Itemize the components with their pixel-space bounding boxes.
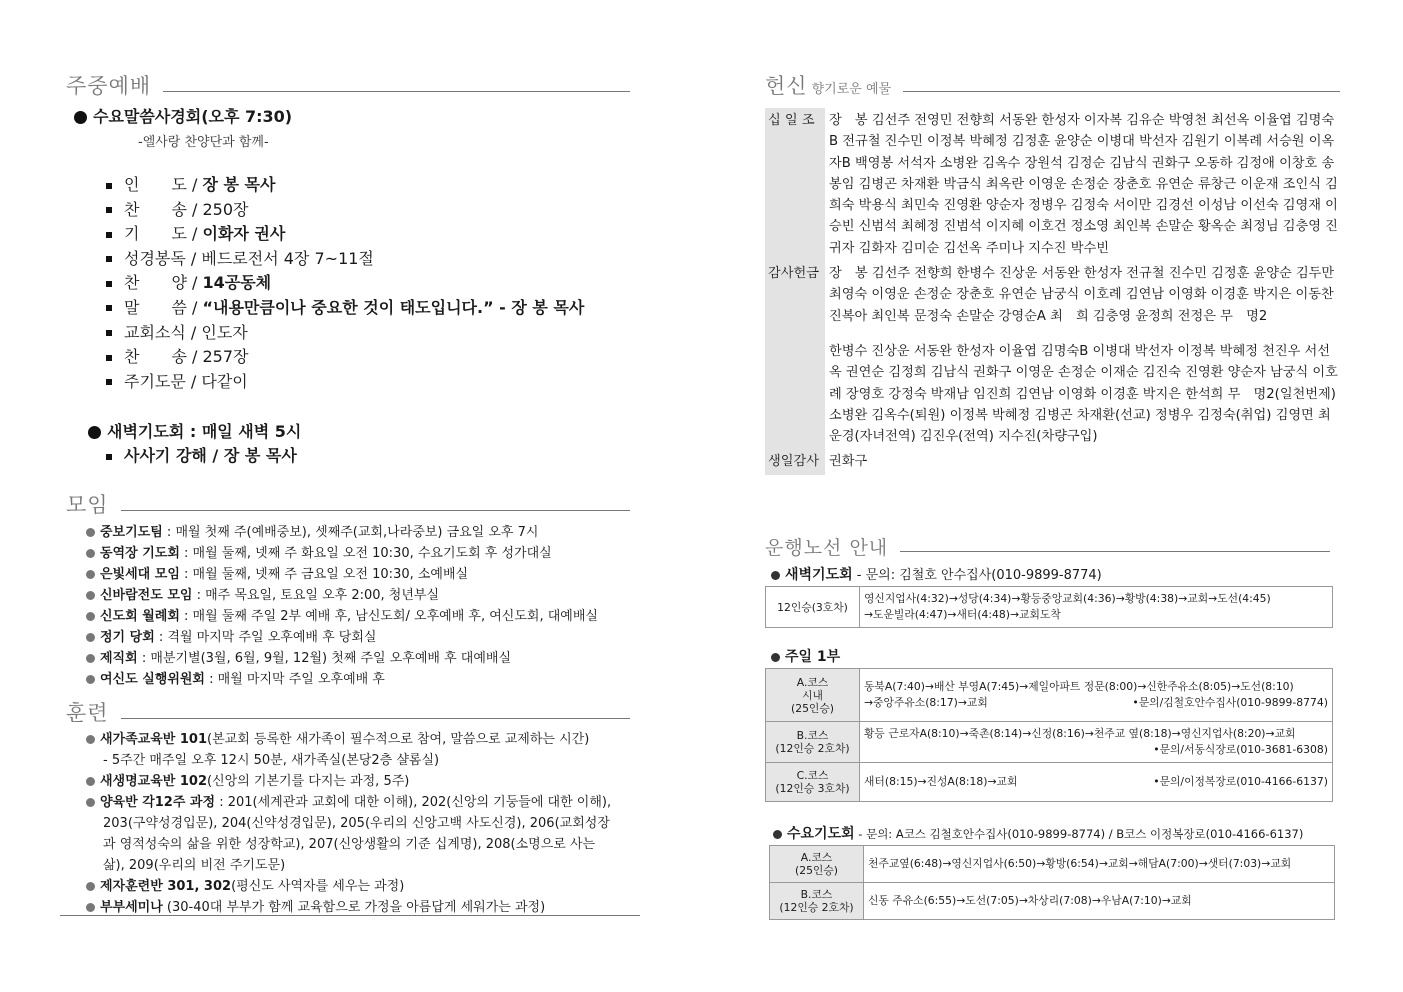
list-item [86,585,598,606]
bullet-icon [86,735,95,744]
square-bullet-icon [106,256,112,262]
order-label: 교회소식 [124,322,186,342]
route-line: 천주교옆(6:48)→영신지업사(6:50)→황방(6:54)→교회→해담A(7:00)→샛터(7:03)→교회 [868,857,1292,870]
item-desc: : 매월 둘째 주일 2부 예배 후, 남신도회/ 오후예배 후, 여신도회, 대예배실 [179,609,598,624]
square-bullet-icon [106,355,112,361]
item-desc: : 격월 마지막 주일 오후예배 후 당회실 [154,630,377,645]
bullet-icon [86,654,95,663]
bullet-icon [86,549,95,558]
item-name: 신바람전도 모임 [100,588,193,603]
worship-section-header [66,70,630,100]
bullet-icon [86,570,95,579]
square-bullet-icon [106,183,112,189]
offering-names: 권화구 [829,454,868,470]
bullet-icon [86,675,95,684]
wednesday-route-heading [773,823,1303,843]
item-name: 신도회 월례회 [100,609,180,624]
order-item: 찬 양 / 14공동체 [106,271,584,296]
route-contact: - 문의: 김철호 안수집사(010-9899-8774) [852,568,1102,583]
item-desc: : 매주 목요일, 토요일 오후 2:00, 청년부실 [192,588,440,603]
item-name: 중보기도팀 [100,525,163,540]
dawn-item: 사사기 강해 / 장 봉 목사 [124,446,297,465]
meetings-list [86,522,598,690]
route-line: 영신지업사(4:32)→성당(4:34)→황등중앙교회(4:36)→황방(4:38)→교회→도선(4:45) [864,592,1271,605]
order-value: 인도자 [201,322,248,342]
sunday-route-heading [771,646,840,666]
route-vehicle-line: C.코스 [796,769,829,782]
offering-category: 십 일 조 [765,108,825,261]
route-vehicle [766,722,860,763]
bullet-icon [771,571,780,580]
order-value: 14공동체 [202,273,272,293]
order-item: 말 씀 / “내용만큼이나 중요한 것이 태도입니다.” - 장 봉 목사 [106,296,584,321]
dawn-route-table [765,586,1333,628]
list-item [86,564,598,585]
divider [900,551,1330,552]
order-label: 말 씀 [124,297,187,317]
order-value: 250장 [202,199,249,219]
square-bullet-icon [106,454,112,460]
route-vehicle-line: B.코스 [800,888,833,901]
dawn-route-heading [771,564,1102,584]
route-line: 새터(8:15)→진성A(8:18)→교회 [864,775,1018,788]
bullet-icon [86,528,95,537]
worship-title: 주중예배 [66,74,152,98]
meetings-section-header [66,489,630,519]
route-line: 신동 주유소(6:55)→도선(7:05)→차상리(7:08)→우남A(7:10)→교회 [868,894,1192,907]
table-row [765,449,1340,474]
item-desc: : 매월 둘째, 넷째 주 화요일 오전 10:30, 수요기도회 후 성가대실 [179,546,552,561]
route-vehicle-line: 시내 [802,688,823,702]
bullet-icon [86,798,95,807]
route-vehicle [766,763,860,802]
table-row [766,669,1333,722]
square-bullet-icon [106,330,112,336]
table-row [766,763,1333,802]
route-stops [860,763,1333,802]
route-label: 주일 1부 [785,649,841,665]
bullet-icon [74,111,87,124]
route-stops [864,883,1335,920]
training-list [86,729,611,918]
list-item [86,648,598,669]
route-label: 새벽기도회 [785,567,853,583]
route-stops [860,669,1333,722]
order-value: 장 봉 목사 [202,175,276,194]
routes-section-header [765,533,1330,560]
route-line: →도운빌라(4:47)→새터(4:48)→교회도착 [864,608,1061,621]
square-bullet-icon [106,207,112,213]
order-label: 인 도 [124,175,187,194]
route-stops [864,846,1335,883]
item-name: 부부세미나 [100,900,163,915]
bullet-icon [86,777,95,786]
offering-category: 감사헌금 [765,261,825,329]
route-vehicle-line: A.코스 [800,851,833,864]
item-name: 양육반 각12주 과정 [100,795,216,810]
item-desc: : 매월 마지막 주일 오후예배 후 [205,672,385,687]
bullet-icon [86,882,95,891]
item-name: 동역장 기도회 [100,546,180,561]
item-desc: (본교회 등록한 새가족이 필수적으로 참여, 말씀으로 교제하는 시간) [207,732,590,747]
table-row [766,587,1333,628]
list-item [86,771,611,792]
training-title: 훈련 [66,701,109,725]
route-label: 수요기도회 [787,826,855,842]
route-contact-note: •문의/김철호안수집사(010-9899-8774) [1132,696,1328,709]
routes-title: 운행노선 안내 [765,537,889,559]
sunday-route-table [765,668,1333,802]
table-row [765,329,1340,449]
route-stops [860,722,1333,763]
item-desc-line: 과 영적성숙의 삶을 위한 성장학교), 207(신앙생활의 기준 십계명), 208(소명으로 사는 [103,837,596,852]
list-item [86,543,598,564]
order-item: 기 도 / 이화자 권사 [106,222,584,247]
order-item: 찬 송 / 250장 [106,198,584,223]
item-desc: : 매월 둘째, 넷째 주 금요일 오전 10:30, 소예배실 [179,567,469,582]
offering-title: 헌신 [765,74,808,98]
order-value: 257장 [202,347,249,367]
divider [903,91,1340,92]
order-label: 주기도문 [124,371,186,391]
order-label: 성경봉독 [124,248,186,268]
item-desc: (평신도 사역자를 세우는 과정) [231,879,405,894]
route-vehicle-line: B.코스 [796,729,829,742]
order-label: 찬 송 [124,199,187,219]
list-item [86,627,598,648]
bullet-icon [86,612,95,621]
wednesday-subtitle: -엘사랑 찬양단과 함께- [138,135,269,150]
item-desc: (신앙의 기본기를 다지는 과정, 5주) [207,774,410,789]
offering-names: 장 봉 김선주 전향희 한병수 진상운 서동완 한성자 전규철 진수민 김정훈 윤양순 김두만 최영숙 이영운 손정순 장춘호 유연순 남궁식 이호례 김연남 이영화 이경훈 박지은 이동찬 진복아 최인복 문정숙 손말순 강영순A 최 희 김충영 윤정희 전정은 무 명2 [829,266,1335,324]
order-item: 주기도문 / 다같이 [106,370,584,395]
divider [121,718,630,719]
offering-category [765,329,825,449]
order-label: 찬 양 [124,273,187,293]
sermon-title: “내용만큼이나 중요한 것이 태도입니다.” - 장 봉 목사 [202,297,585,317]
offering-subtitle: 향기로운 예물 [811,82,892,97]
item-desc-line: 삶), 209(우리의 비전 주기도문) [103,858,286,873]
dawn-heading: 새벽기도회 : 매일 새벽 5시 [107,422,302,441]
offering-section-header [765,70,1340,100]
list-item [86,876,611,897]
wednesday-heading: 수요말씀사경회(오후 7:30) [93,107,293,126]
item-desc: : 매월 첫째 주(예배중보), 셋째주(교회,나라중보) 금요일 오후 7시 [162,525,539,540]
order-item: 성경봉독 / 베드로전서 4장 7~11절 [106,247,584,272]
item-name: 새생명교육반 102 [100,774,208,789]
order-item: 찬 송 / 257장 [106,345,584,370]
square-bullet-icon [106,379,112,385]
item-desc: : 매분기별(3월, 6월, 9월, 12월) 첫째 주일 오후예배 후 대예배실 [137,651,512,666]
order-value: 다같이 [201,371,248,391]
bullet-icon [88,426,101,439]
route-contact: - 문의: A코스 김철호안수집사(010-9899-8774) / B코스 이정복장로(010-4166-6137) [854,827,1304,841]
offering-table [765,108,1340,475]
wednesday-route-table [769,845,1335,920]
training-section-header [66,697,630,727]
square-bullet-icon [106,281,112,287]
route-vehicle-line: A.코스 [796,675,829,689]
route-contact-note: •문의/이정복장로(010-4166-6137) [1153,775,1328,788]
item-name: 제직회 [100,651,138,666]
item-desc-line: 203(구약성경입문), 204(신약성경입문), 205(우리의 신앙고백 사도신경), 206(교회성장 [103,816,610,831]
offering-names: 장 봉 김선주 전영민 전향희 서동완 한성자 이자복 김유순 박영천 최선옥 이율엽 김명숙B 전규철 진수민 이정복 박혜정 김정훈 윤양순 이병대 박선자 김원기 이복례 서승원 이옥자B 백영봉 서석자 소병완 김옥수 장원석 김정순 김남식 권화구 오동하 김정애 이창호 송봉임 김병곤 차재환 박금식 최옥란 이영운 손정순 장춘호 유연순 류창근 이운재 조인식 김희숙 박용식 최민숙 진영환 양순자 정병우 김정숙 서이만 김경선 이성남 이선숙 김영재 이승빈 신범석 최혜정 진범석 이지혜 이호건 정소영 최인복 손말순 황옥순 최정님 김충영 진귀자 김화자 김미순 김선옥 주미나 지수진 박수빈 [829,113,1338,256]
item-name: 여신도 실행위원회 [100,672,205,687]
table-row [770,883,1335,920]
route-line: 동북A(7:40)→배산 부영A(7:45)→제일아파트 정문(8:00)→신한주유소(8:05)→도선(8:10) [864,680,1294,693]
square-bullet-icon [106,305,112,311]
order-label: 기 도 [124,224,187,244]
offering-category: 생일감사 [765,449,825,474]
route-contact-note: •문의/서동식장로(010-3681-6308) [1153,743,1328,756]
item-desc: : 201(세계관과 교회에 대한 이해), 202(신앙의 기둥들에 대한 이해), [215,795,612,810]
order-item: 인 도 / 장 봉 목사 [106,173,584,198]
route-vehicle-line: (25인승) [794,864,839,877]
item-name: 제자훈련반 301, 302 [100,879,232,894]
route-vehicle [770,846,864,883]
meetings-title: 모임 [66,493,109,517]
order-value: 베드로전서 4장 7~11절 [201,248,374,268]
item-name: 정기 당회 [100,630,155,645]
route-stops [860,587,1333,628]
route-vehicle-line: (12인승 3호차) [775,782,850,795]
route-line: 황등 근로자A(8:10)→죽촌(8:14)→신정(8:16)→천주교 옆(8:18)→영신지업사(8:20)→교회 [864,727,1296,740]
item-name: 은빛세대 모임 [100,567,180,582]
square-bullet-icon [106,232,112,238]
bullet-icon [773,830,782,839]
dawn-heading-row [88,419,301,442]
order-item: 교회소식 / 인도자 [106,321,584,346]
offering-names: 한병수 진상운 서동완 한성자 이율엽 김명숙B 이병대 박선자 이정복 박혜정 천진우 서선옥 권연순 김정희 김남식 권화구 이영운 손정순 이재순 김진숙 진영환 양순자 남궁식 이호례 장영호 강정숙 박재남 임진희 김연남 이영화 이경훈 박지은 한석희 무 명2(일천번제) 소병완 김옥수(퇴원) 이정복 박혜정 김병곤 차재환(선교) 정병우 김정숙(취업) 김영면 최운경(자녀전역) 김진우(전역) 지수진(차량구입) [829,343,1338,445]
list-item [86,522,598,543]
route-vehicle-line: (12인승 2호차) [775,742,850,755]
dawn-item-row [106,444,297,469]
order-label: 찬 송 [124,347,187,367]
route-vehicle [766,669,860,722]
divider [163,91,630,92]
route-vehicle-line: 12인승(3호차) [777,600,848,614]
route-vehicle [770,883,864,920]
route-vehicle [766,587,860,628]
route-vehicle-line: (12인승 2호차) [779,901,854,914]
table-row [765,108,1340,261]
route-vehicle-line: (25인승) [790,701,835,715]
route-line: →중앙주유소(8:17)→교회 [864,696,988,709]
divider [121,510,630,511]
bullet-icon [86,591,95,600]
item-desc: (30-40대 부부가 함께 교육함으로 가정을 아름답게 세워가는 과정) [162,900,546,915]
list-item [86,792,611,813]
table-row [766,722,1333,763]
table-row [770,846,1335,883]
list-item [86,669,598,690]
list-item [86,729,611,750]
service-order-list [106,173,584,394]
item-desc-line: - 5주간 매주일 오후 12시 50분, 새가족실(본당2층 샬롬실) [103,753,440,768]
bullet-icon [86,903,95,912]
order-value: 이화자 권사 [202,224,286,244]
bullet-icon [86,633,95,642]
wednesday-heading-row [74,104,292,127]
bullet-icon [771,653,780,662]
table-row [765,261,1340,329]
list-item [86,606,598,627]
item-name: 새가족교육반 101 [100,732,208,747]
bottom-divider [60,915,640,916]
